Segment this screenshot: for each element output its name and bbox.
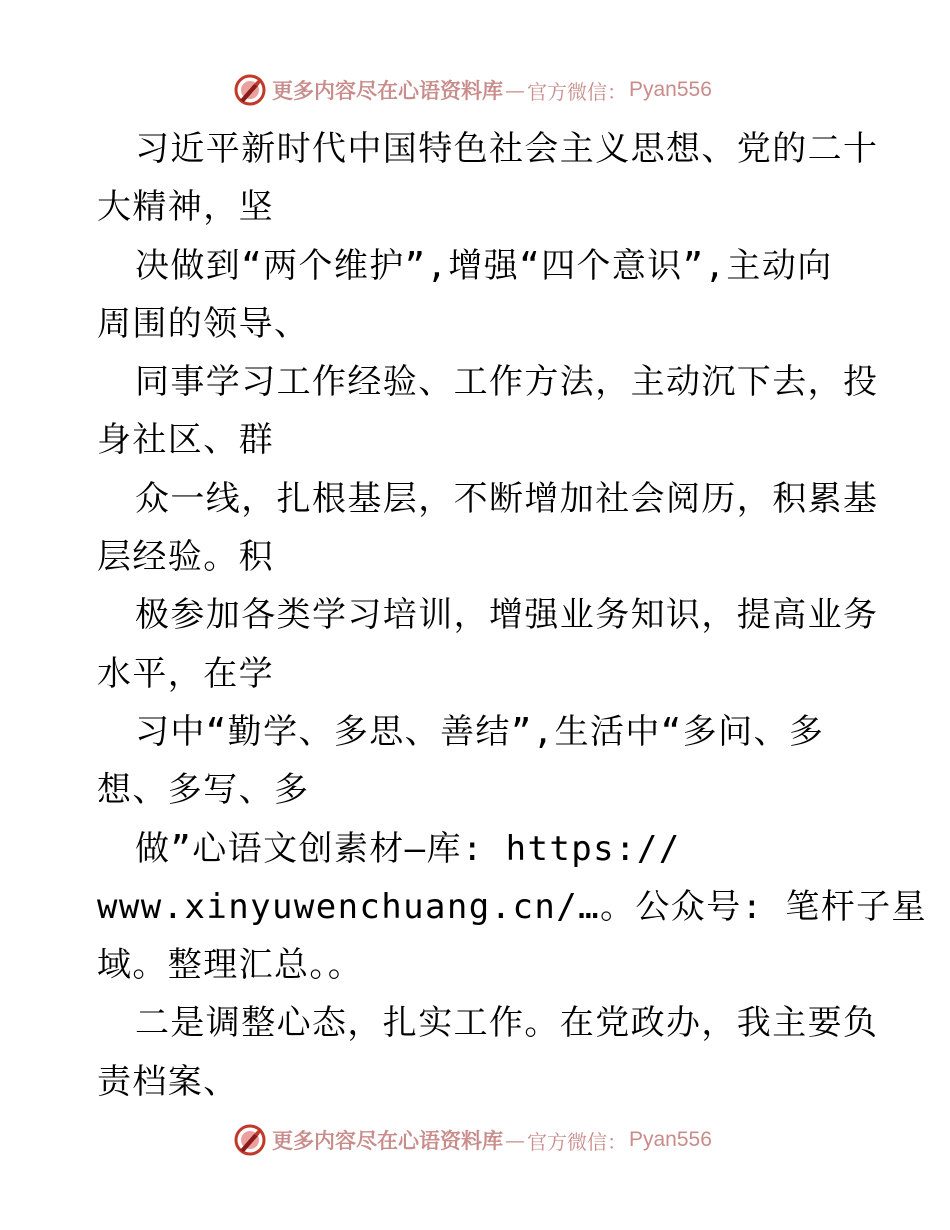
text-line: 众一线，扎根基层，不断增加社会阅历，积累基 [135, 478, 879, 519]
header-wechat-id: Pyan556 [629, 78, 712, 101]
header-watermark [234, 72, 712, 108]
text-line: 极参加各类学习培训，增强业务知识，提高业务 [135, 595, 879, 636]
text-line: 习近平新时代中国特色社会主义思想、党的二十 [135, 129, 879, 169]
pen-logo-icon [234, 74, 266, 106]
text-line: 想、多写、多 [97, 770, 310, 811]
text-line: 大精神，坚 [97, 187, 274, 228]
footer-watermark [234, 1122, 712, 1158]
header-dash: — [505, 78, 525, 102]
header-wechat-label: 官方微信： [527, 79, 627, 104]
text-line: 同事学习工作经验、工作方法，主动沉下去，投 [135, 362, 879, 403]
footer-library-text: 更多内容尽在心语资料库 [272, 1128, 503, 1153]
text-line: 身社区、群 [97, 420, 274, 461]
text-line: 水平，在学 [97, 653, 274, 694]
text-line: 责档案、 [97, 1061, 239, 1102]
text-line: 二是调整心态，扎实工作。在党政办，我主要负 [135, 1003, 879, 1044]
footer-dash: — [505, 1128, 525, 1152]
pen-logo-icon [234, 1124, 266, 1156]
text-line: 决做到“两个维护”,增强“四个意识”,主动向 [135, 245, 833, 286]
footer-wechat-label: 官方微信： [527, 1129, 627, 1154]
text-line: 层经验。积 [97, 537, 274, 578]
document-body [97, 120, 927, 1111]
text-line: 习中“勤学、多思、善结”,生活中“多问、多 [135, 711, 825, 752]
text-line: 做”心语文创素材—库: https:// [135, 828, 681, 869]
footer-wechat-id: Pyan556 [629, 1128, 712, 1151]
text-line: 域。整理汇总。。 [97, 945, 364, 986]
header-library-text: 更多内容尽在心语资料库 [272, 78, 503, 103]
text-line: www.xinyuwenchuang.cn/…。公众号: 笔杆子星 [97, 886, 927, 927]
text-line: 周围的领导、 [97, 303, 310, 344]
